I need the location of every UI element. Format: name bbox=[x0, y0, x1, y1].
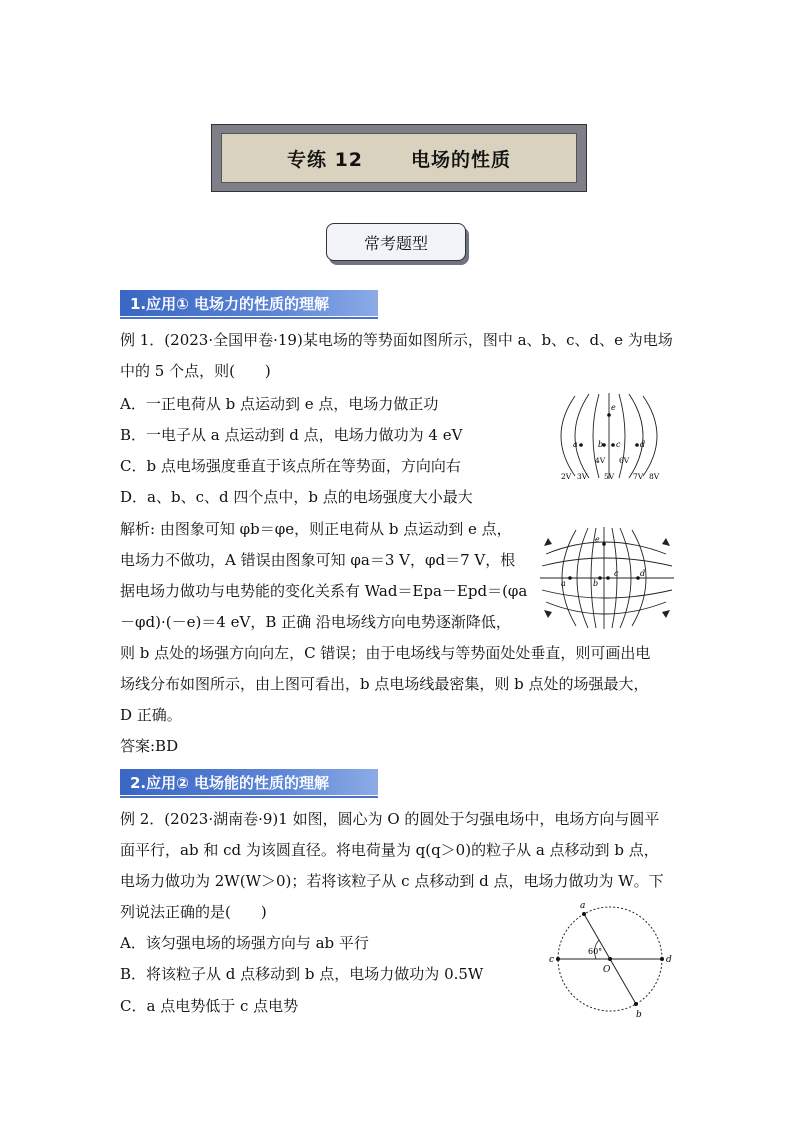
fig3-label-d: d bbox=[666, 955, 672, 965]
ex1-answer: 答案:BD bbox=[120, 737, 179, 755]
ex2-option-c: C．a 点电势低于 c 点电势 bbox=[120, 997, 299, 1015]
section-heading-1: 1.应用① 电场力的性质的理解 bbox=[120, 290, 378, 316]
ex1-solution-line6: 场线分布如图所示，由上图可看出，b 点电场线最密集，则 b 点处的场强最大， bbox=[120, 675, 649, 693]
field-lines-figure bbox=[538, 524, 678, 632]
ex2-question-line2: 面平行，ab 和 cd 为该圆直径。将电荷量为 q(q＞0)的粒子从 a 点移动到 b 点， bbox=[120, 841, 659, 859]
fig1-label-c: c bbox=[616, 440, 621, 449]
ex1-option-d: D．a、b、c、d 四个点中，b 点的电场强度大小最大 bbox=[120, 488, 473, 506]
fig3-label-c: c bbox=[549, 955, 555, 965]
circle-figure bbox=[548, 898, 678, 1022]
ex2-option-a: A．该匀强电场的场强方向与 ab 平行 bbox=[120, 934, 369, 952]
ex2-question-line3: 电场力做功为 2W(W＞0)；若将该粒子从 c 点移动到 d 点，电场力做功为 W。下 bbox=[120, 872, 664, 890]
fig1-label-8v: 8V bbox=[649, 472, 660, 481]
fig2-label-a: a bbox=[561, 579, 566, 588]
title-topic: 电场的性质 bbox=[411, 148, 512, 171]
fig1-label-d: d bbox=[640, 440, 646, 449]
ex1-option-b: B．一电子从 a 点运动到 d 点，电场力做功为 4 eV bbox=[120, 426, 463, 444]
fig3-label-b: b bbox=[636, 1010, 642, 1020]
fig1-label-a: a bbox=[573, 440, 578, 449]
ex1-solution-line2: 电场力不做功，A 错误由图象可知 φa＝3 V，φd＝7 V，根 bbox=[120, 551, 516, 569]
ex1-question-line1: 例 1．(2023·全国甲卷·19)某电场的等势面如图所示，图中 a、b、c、d、e 为电场 bbox=[120, 331, 673, 349]
ex1-question-line2: 中的 5 个点，则( ) bbox=[120, 362, 271, 380]
equipotential-figure bbox=[553, 388, 675, 486]
title-number: 专练 12 bbox=[286, 148, 364, 171]
fig1-label-5v: 5V bbox=[604, 472, 615, 481]
fig1-label-7v: 7V bbox=[633, 472, 644, 481]
fig2-label-c: c bbox=[614, 569, 619, 578]
ex1-option-a: A．一正电荷从 b 点运动到 e 点，电场力做正功 bbox=[120, 395, 439, 413]
ex1-solution-line7: D 正确。 bbox=[120, 706, 182, 724]
title-banner bbox=[211, 124, 587, 192]
fig1-label-3v: 3V bbox=[577, 472, 588, 481]
fig3-label-60: 60° bbox=[588, 947, 603, 956]
ex1-solution-line3: 据电场力做功与电势能的变化关系有 Wad＝Epa－Epd＝(φa bbox=[120, 582, 528, 600]
fig1-label-4v: 4V bbox=[595, 456, 606, 465]
fig2-label-d: d bbox=[640, 569, 646, 578]
ex2-question-line1: 例 2．(2023·湖南卷·9)1 如图，圆心为 O 的圆处于匀强电场中，电场方向与圆平 bbox=[120, 810, 660, 828]
ex2-option-b: B．将该粒子从 d 点移动到 b 点，电场力做功为 0.5W bbox=[120, 965, 484, 983]
question-type-badge: 常考题型 bbox=[326, 223, 466, 261]
fig3-label-a: a bbox=[580, 901, 586, 911]
fig2-label-b: b bbox=[593, 579, 599, 588]
fig1-label-e: e bbox=[611, 403, 616, 412]
fig1-label-b: b bbox=[598, 440, 604, 449]
ex1-option-c: C．b 点电场强度垂直于该点所在等势面，方向向右 bbox=[120, 457, 461, 475]
ex1-solution-line5: 则 b 点处的场强方向向左，C 错误；由于电场线与等势面处处垂直，则可画出电 bbox=[120, 644, 651, 662]
fig2-label-e: e bbox=[595, 535, 600, 544]
fig1-label-2v: 2V bbox=[561, 472, 572, 481]
ex2-question-line4: 列说法正确的是( ) bbox=[120, 903, 267, 921]
section-heading-2: 2.应用② 电场能的性质的理解 bbox=[120, 769, 378, 795]
ex1-solution-line1: 解析: 由图象可知 φb＝φe，则正电荷从 b 点运动到 e 点， bbox=[120, 520, 512, 538]
fig1-label-6v: 6V bbox=[619, 456, 630, 465]
fig3-label-o: O bbox=[603, 965, 611, 975]
title-inner bbox=[221, 133, 577, 183]
ex1-solution-line4: －φd)·(－e)＝4 eV，B 正确 沿电场线方向电势逐渐降低， bbox=[120, 613, 511, 631]
